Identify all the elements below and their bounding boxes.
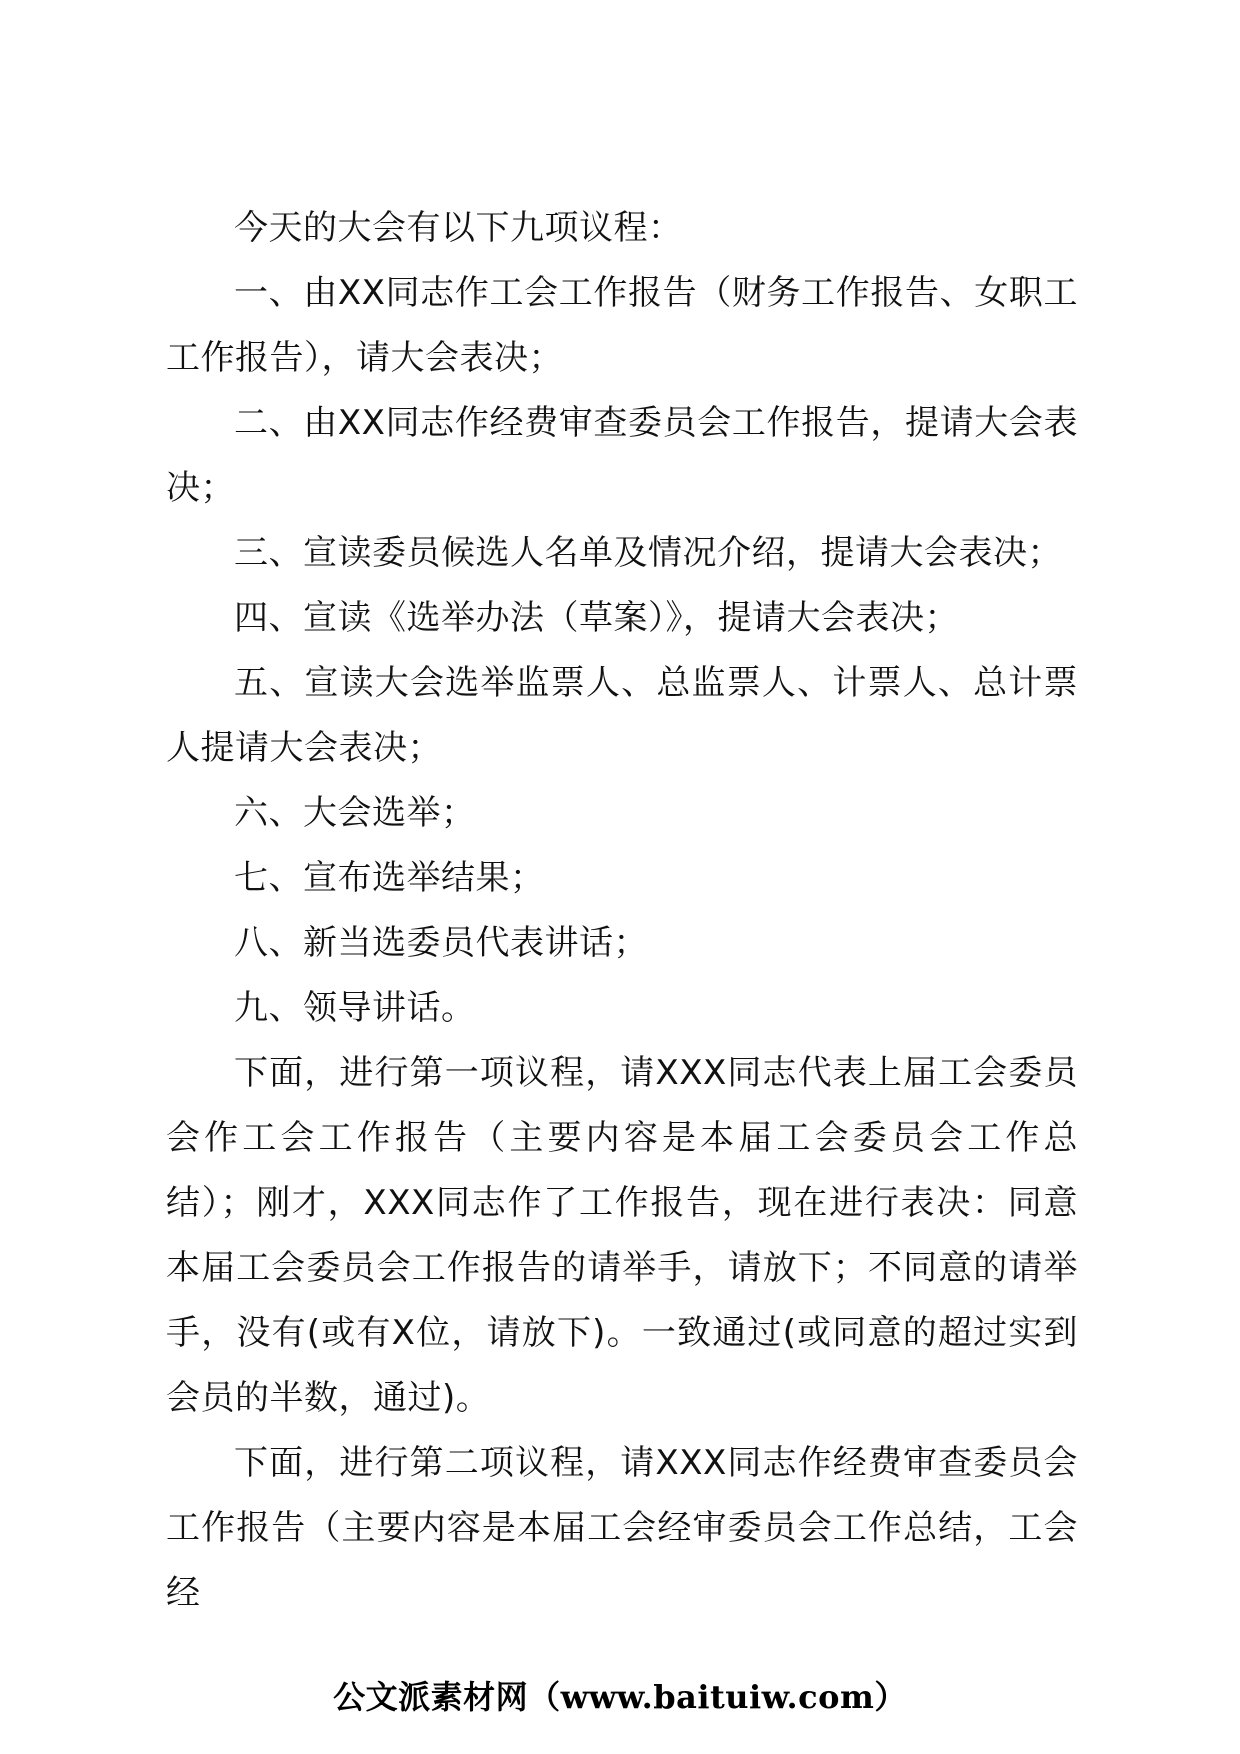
paragraph-first-agenda-proceeding: 下面，进行第一项议程，请XXX同志代表上届工会委员会作工会工作报告（主要内容是本届工会委员会工作总结）；刚才，XXX同志作了工作报告，现在进行表决：同意本届工会委员会工作报告的请举手，请放下；不同意的请举手，没有(或有X位，请放下)。一致通过(或同意的超过实到会员的半数，通过)。	[166, 1053, 1078, 1418]
paragraph-agenda-item-7: 七、宣布选举结果；	[234, 858, 545, 898]
paragraph-agenda-item-3: 三、宣读委员候选人名单及情况介绍，提请大会表决；	[234, 533, 1062, 573]
paragraph-agenda-item-6: 六、大会选举；	[234, 793, 476, 833]
paragraph-agenda-item-4: 四、宣读《选举办法（草案）》，提请大会表决；	[234, 598, 959, 638]
paragraph-agenda-intro: 今天的大会有以下九项议程：	[234, 208, 683, 248]
paragraph-second-agenda-proceeding: 下面，进行第二项议程，请XXX同志作经费审查委员会工作报告（主要内容是本届工会经审委员会工作总结，工会经	[166, 1443, 1078, 1613]
footer-watermark: 公文派素材网（www.baituiw.com）	[333, 1678, 907, 1716]
paragraph-agenda-item-1: 一、由XX同志作工会工作报告（财务工作报告、女职工工作报告），请大会表决；	[166, 273, 1078, 378]
paragraph-agenda-item-8: 八、新当选委员代表讲话；	[234, 923, 648, 963]
paragraph-agenda-item-5: 五、宣读大会选举监票人、总监票人、计票人、总计票人提请大会表决；	[166, 663, 1078, 768]
paragraph-agenda-item-2: 二、由XX同志作经费审查委员会工作报告，提请大会表决；	[166, 403, 1078, 508]
document-body	[166, 196, 1078, 1626]
paragraph-agenda-item-9: 九、领导讲话。	[234, 988, 476, 1028]
